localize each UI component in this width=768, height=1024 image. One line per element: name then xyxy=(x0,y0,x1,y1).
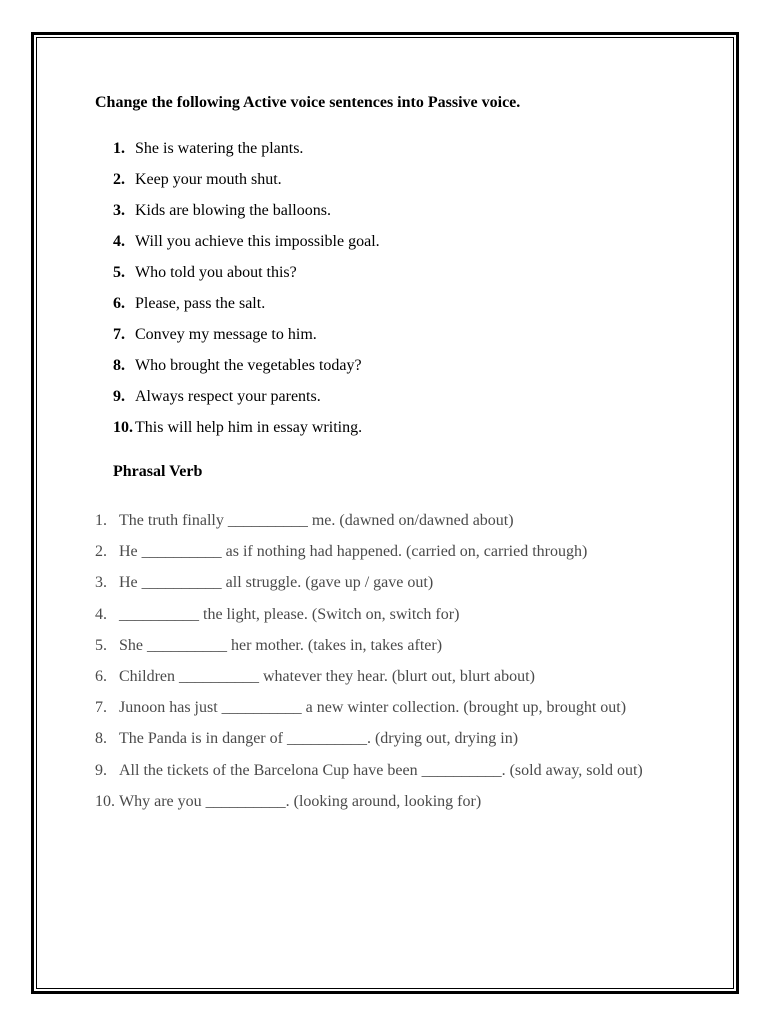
phrasal-verb-list xyxy=(95,505,695,817)
list-item: 10. Why are you __________. (looking around, looking for) xyxy=(95,792,482,810)
phrasal-verb-heading: Phrasal Verb xyxy=(113,463,203,480)
list-item: 4. __________ the light, please. (Switch on, switch for) xyxy=(95,605,460,623)
list-item: 2. He __________ as if nothing had happened. (carried on, carried through) xyxy=(95,543,588,561)
list-item: 6. Children __________ whatever they hear. (blurt out, blurt about) xyxy=(95,668,535,686)
list-item: 9. All the tickets of the Barcelona Cup have been __________. (sold away, sold out) xyxy=(95,761,643,779)
list-item: 3. Kids are blowing the balloons. xyxy=(113,202,331,219)
list-item: 7. Convey my message to him. xyxy=(113,326,317,343)
list-item: 4. Will you achieve this impossible goal. xyxy=(113,233,380,250)
list-item: 1. She is watering the plants. xyxy=(113,140,304,157)
list-item: 7. Junoon has just __________ a new winter collection. (brought up, brought out) xyxy=(95,699,627,717)
list-item: 9. Always respect your parents. xyxy=(113,388,321,405)
list-item: 8. The Panda is in danger of __________. (drying out, drying in) xyxy=(95,730,519,748)
active-voice-list xyxy=(113,135,380,445)
list-item: 5. Who told you about this? xyxy=(113,264,297,281)
list-item: 8. Who brought the vegetables today? xyxy=(113,357,362,374)
list-item: 3. He __________ all struggle. (gave up / gave out) xyxy=(95,574,434,592)
list-item: 1. The truth finally __________ me. (dawned on/dawned about) xyxy=(95,512,514,529)
active-voice-heading: Change the following Active voice sentences into Passive voice. xyxy=(95,94,521,111)
list-item: 10. This will help him in essay writing. xyxy=(113,419,363,436)
list-item: 5. She __________ her mother. (takes in, takes after) xyxy=(95,636,443,654)
list-item: 2. Keep your mouth shut. xyxy=(113,171,282,188)
list-item: 6. Please, pass the salt. xyxy=(113,295,266,312)
